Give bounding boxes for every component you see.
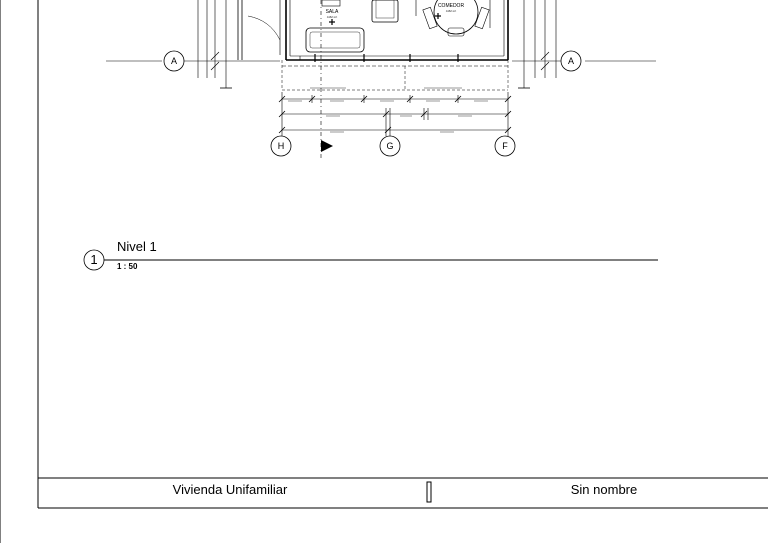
title-block-divider <box>427 482 431 502</box>
grid-label-f: F <box>502 141 508 151</box>
grid-bubble-a-right <box>561 51 581 71</box>
room-name-comedor: COMEDOR <box>437 3 465 9</box>
view-title-block <box>84 250 658 270</box>
room-name-sala: SALA <box>325 9 339 15</box>
grid-bubble-g <box>380 136 400 156</box>
grid-bubble-h <box>271 136 291 156</box>
view-number-bubble <box>84 250 104 270</box>
dining-chair <box>448 28 464 36</box>
direction-arrow-icon <box>321 140 333 152</box>
floor-plan[interactable] <box>106 0 656 160</box>
grid-bubble-f <box>495 136 515 156</box>
armchair <box>322 0 340 6</box>
view-title[interactable]: Nivel 1 <box>117 239 157 254</box>
grid-label-g: G <box>386 141 394 151</box>
grid-label-a-right: A <box>567 56 574 66</box>
grid-bubble-a-left <box>164 51 184 71</box>
dining-table <box>434 0 478 34</box>
sheet-name[interactable]: Sin nombre <box>570 482 638 497</box>
project-name[interactable]: Vivienda Unifamiliar <box>172 482 288 497</box>
view-number: 1 <box>90 252 98 267</box>
title-block <box>38 478 768 508</box>
sofa <box>306 28 364 52</box>
view-scale: 1 : 50 <box>117 262 138 271</box>
grid-label-h: H <box>277 141 285 151</box>
room-area-sala: 4.82 m² <box>326 15 338 19</box>
grid-label-a-left: A <box>170 56 177 66</box>
room-area-comedor: 4.82 m² <box>445 9 457 13</box>
